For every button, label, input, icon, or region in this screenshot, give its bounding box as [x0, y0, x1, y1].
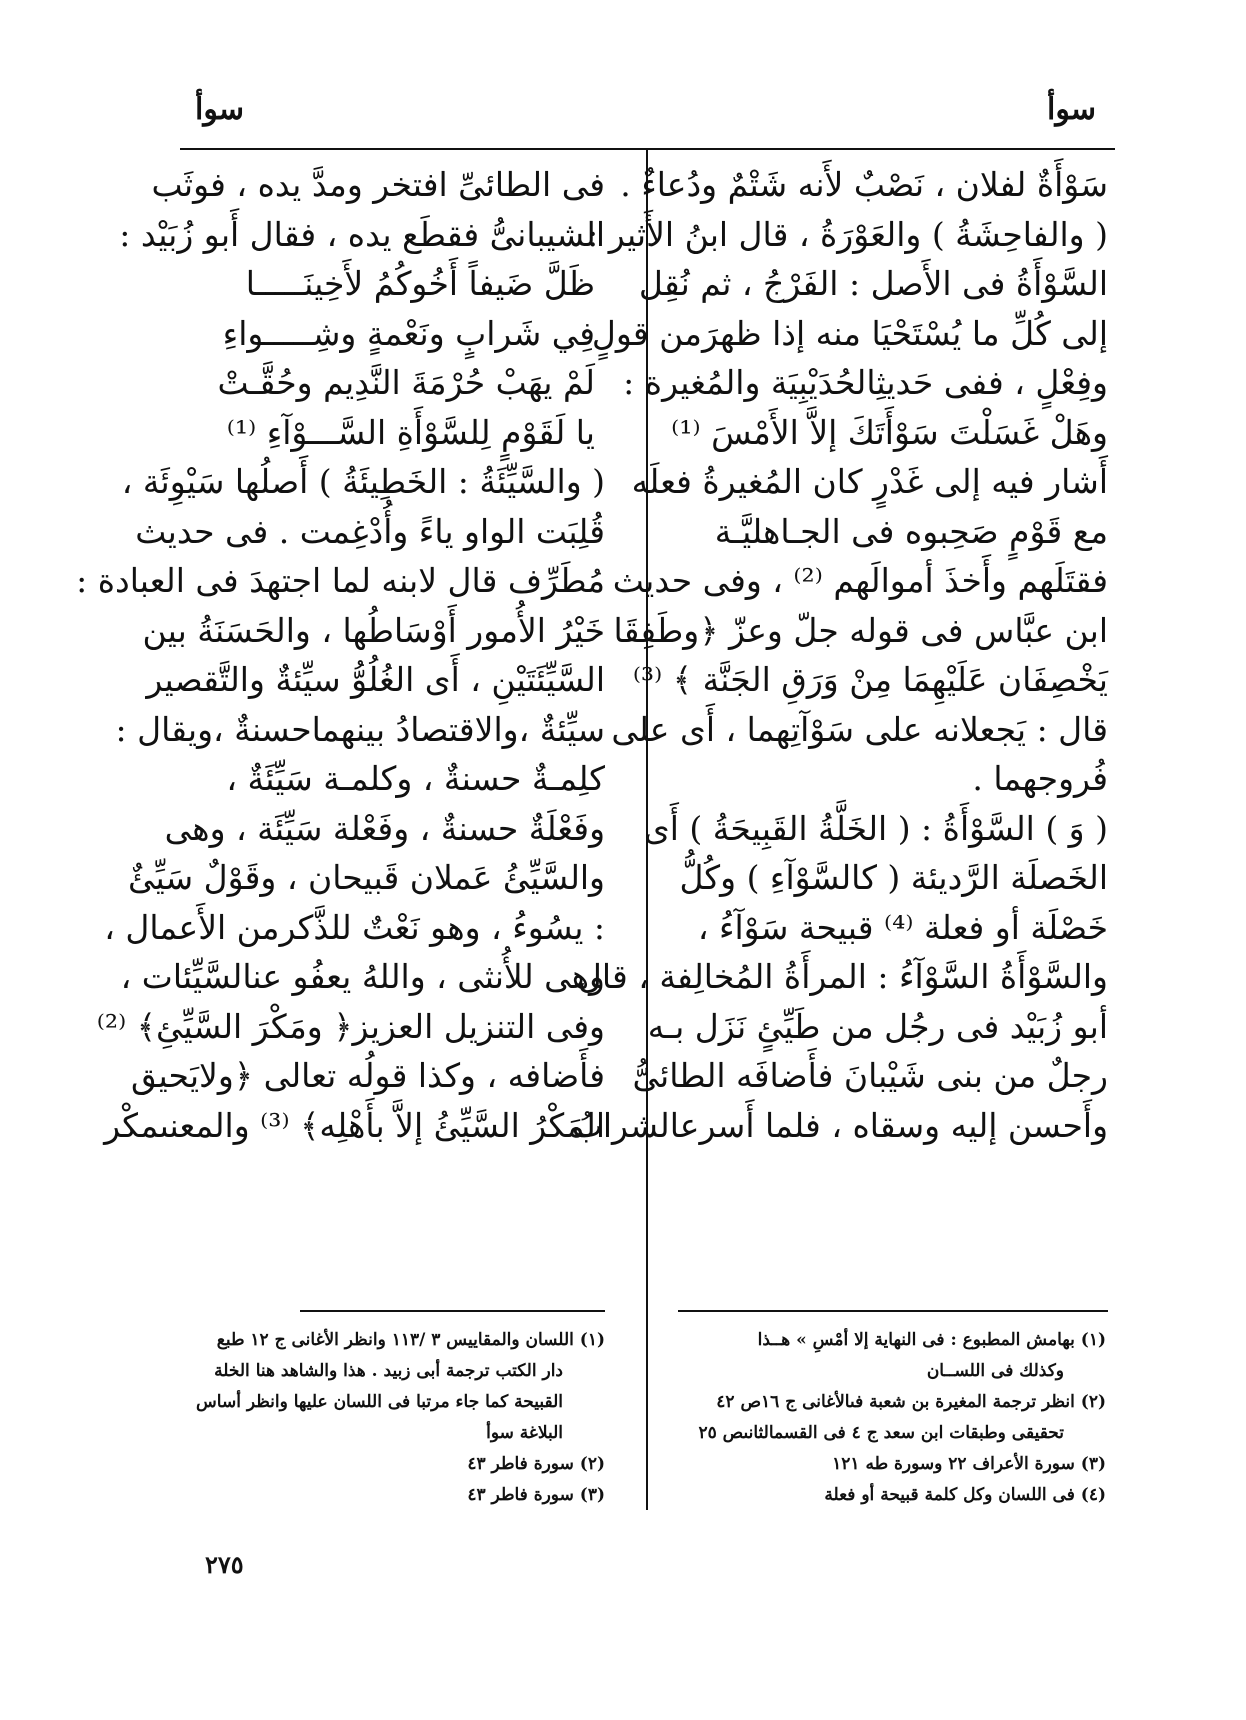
footnote-line: [651, 1449, 1106, 1480]
text-line: ( وَ ) السَّوْأَةُ : ( الخَلَّةُ القَبِيحَةُ ) أَى: [643, 808, 1108, 848]
footnote-line: [180, 1480, 605, 1511]
footnote-line: تحقيقى وطبقات ابن سعد ج ٤ فى القسمالثانىص ٢٥: [698, 1423, 1064, 1443]
verse-line: فِي شَرابٍ ونَعْمةٍ وشِـــــواءِ: [222, 313, 595, 353]
footnote-marker: (١): [1080, 1330, 1106, 1350]
text-line: رجلٌ من بنى شَيْبانَ فأَضافَه الطائىُّ: [632, 1056, 1108, 1095]
text-line: وهَلْ غَسَلْتَ سَوْأَتَكَ إلاَّ الأَمْسَ ⁽¹⁾: [671, 412, 1108, 452]
text-line: خَيْرُ الأُمور أَوْسَاطُها ، والحَسَنَةُ بين: [142, 610, 605, 650]
text-line: : يسُوءُ ، وهو نَعْتٌ للذَّكرمن الأَعمال ،: [104, 907, 605, 947]
text-line: سيِّئةٌ ،والاقتصادُ بينهماحسنةٌ ،ويقال :: [115, 709, 605, 749]
text-line: وفِعْلٍ ، ففى حَديثِالحُدَيْبِيَة والمُغيرة :: [623, 363, 1108, 402]
text-line: والسَّيِّئُ عَملان قَبيحان ، وقَوْلٌ سَيِّئٌ: [128, 858, 605, 897]
text-line: فأَضافه ، وكذا قولُه تعالى ﴿ولايَحيق: [131, 1056, 605, 1095]
footnote-rule-right: [678, 1310, 1108, 1312]
text-line: وهى للأُنثى ، واللهُ يعفُو عنالسَّيِّئات ،: [120, 957, 605, 996]
footnote-text: فى اللسان وكل كلمة قبيحة أو فعلة: [824, 1485, 1075, 1505]
text-line: السَّيِّئَتَيْنِ ، أَى الغُلُوُّ سيِّئةٌ والتَّقصير: [146, 660, 605, 699]
text-line: السَّوْأَةُ فى الأَصل : الفَرْجُ ، ثم نُقِل: [638, 264, 1108, 303]
footnote-line: دار الكتب ترجمة أبى زبيد . هذا والشاهد هنا الخلة: [214, 1361, 563, 1381]
footnote-marker: (٣): [579, 1485, 605, 1505]
footnote-marker: (٢): [1080, 1392, 1106, 1412]
text-line: فى الطائىِّ افتخر ومدَّ يده ، فوثَب: [151, 165, 605, 204]
text-line: أَشار فيه إلى غَدْرٍ كان المُغيرةُ فعلَه: [631, 462, 1108, 501]
text-line: والسَّوْأَةُ السَّوْآءُ : المرأَةُ المُخالِفة ، قال: [577, 957, 1108, 996]
page-number: ٢٧٥: [205, 1550, 244, 1579]
text-line: يَخْصِفَان عَلَيْهِمَا مِنْ وَرَقِ الجَنَّة ﴾ ⁽³⁾: [632, 660, 1108, 699]
text-line: فقتَلَهم وأَخذَ أموالَهم ⁽²⁾ ، وفى حديث: [612, 561, 1108, 600]
footnote-line: [651, 1480, 1106, 1511]
text-line: الشيبانىُّ فقطَع يده ، فقال أَبو زُبَيْد :: [119, 214, 605, 254]
text-line: المَكْرُ السَّيِّئُ إلاَّ بأَهْلِه﴾ ⁽³⁾ والمعنىمكْر: [104, 1105, 605, 1145]
text-line: خَصْلَة أو فعلة ⁽⁴⁾ قبيحة سَوْآءُ ،: [697, 907, 1108, 947]
verse-line: ظَلَّ ضَيفاً أَخُوكُمُ لأَخِينَـــــا: [245, 264, 595, 303]
text-line: مع قَوْمٍ صَحِبوه فى الجـاهليَّـة: [714, 511, 1108, 551]
text-line: سَوْأَةٌ لفلان ، نَصْبٌ لأَنه شَتْمٌ ودُعاءٌ .: [620, 165, 1108, 204]
footnote-text: سورة فاطر ٤٣: [467, 1454, 574, 1474]
text-line: أبو زُبَيْد فى رجُل من طَيِّئٍ نَزَل بـه: [647, 1006, 1108, 1046]
running-head-left: سوأ: [195, 92, 244, 127]
text-line: ابن عبَّاس فى قوله جلّ وعزّ ﴿وطَفِقَا: [613, 610, 1108, 650]
text-line: مُطَرِّف قال لابنه لما اجتهدَ فى العبادة :: [76, 561, 605, 600]
footnote-marker: (٢): [579, 1454, 605, 1474]
text-line: قُلِبَت الواو ياءً وأُدْغِمت . فى حديث: [135, 511, 605, 551]
footnote-line: البلاغة سوأ: [486, 1423, 563, 1443]
right-column: [571, 160, 1108, 1300]
footnote-text: انظر ترجمة المغيرة بن شعبة فىالأغانى ج ١٦ص ٤٢: [716, 1392, 1075, 1412]
footnotes-left: [180, 1325, 605, 1511]
verse-line: لَمْ يهَبْ حُرْمَةَ النَّدِيم وحُقَّـتْ: [217, 363, 595, 402]
text-line: إلى كُلِّ ما يُسْتَحْيَا منه إذا ظهرَمن قولٍ: [591, 313, 1108, 353]
footnote-line: القبيحة كما جاء مرتبا فى اللسان عليها وانظر أساس: [196, 1392, 563, 1412]
left-column: [76, 160, 605, 1300]
footnote-marker: (٣): [1080, 1454, 1106, 1474]
running-head-right: سوأ: [1047, 92, 1096, 127]
footnote-marker: (٤): [1080, 1485, 1106, 1505]
footnote-line: [651, 1325, 1106, 1356]
text-line: وفَعْلَةٌ حسنةٌ ، وفَعْلة سَيِّئَة ، وهى: [164, 808, 605, 848]
verse-line: يا لَقَوْمٍ لِلسَّوْأَةِ السَّـــوْآءِ ⁽¹⁾: [226, 412, 595, 452]
text-line: وفى التنزيل العزيز﴿ ومَكْرَ السَّيِّئِ﴾ ⁽²⁾: [96, 1006, 605, 1046]
text-line: قال : يَجعلانه على سَوْآتِهما ، أَى على: [611, 709, 1108, 749]
text-line: ( والفاحِشَةُ ) والعَوْرَةُ ، قال ابنُ الأَثير :: [587, 214, 1108, 254]
text-line: كلِمـةٌ حسنةٌ ، وكلمـة سَيِّئَةٌ ،: [226, 759, 605, 798]
footnote-line: وكذلك فى اللســان: [926, 1361, 1064, 1381]
text-line: ( والسَّيِّئَةُ : الخَطِيئَةُ ) أَصلُها سَيْوِئَة ،: [121, 462, 605, 501]
footnote-text: سورة فاطر ٤٣: [467, 1485, 574, 1505]
footnote-text: اللسان والمقاييس ٣ /١١٣ وانظر الأغانى ج ١٢ طبع: [216, 1330, 574, 1350]
footnote-line: [651, 1387, 1106, 1418]
footnote-text: سورة الأعراف ٢٢ وسورة طه ١٢١: [832, 1454, 1075, 1474]
text-line: فُروجهما .: [972, 759, 1108, 798]
footnote-rule-left: [300, 1310, 605, 1312]
text-line: الخَصلَة الرَّديئة ( كالسَّوْآءِ ) وكُلُّ: [679, 858, 1108, 897]
text-line: وأَحسن إليه وسقاه ، فلما أَسرعالشرابُ: [571, 1105, 1108, 1145]
footnote-marker: (١): [579, 1330, 605, 1350]
footnote-text: بهامش المطبوع : فى النهاية إلا أمْسِ » هــذا: [757, 1330, 1075, 1350]
footnotes-right: [651, 1325, 1106, 1511]
footnote-line: [180, 1449, 605, 1480]
footnote-line: [180, 1325, 605, 1356]
